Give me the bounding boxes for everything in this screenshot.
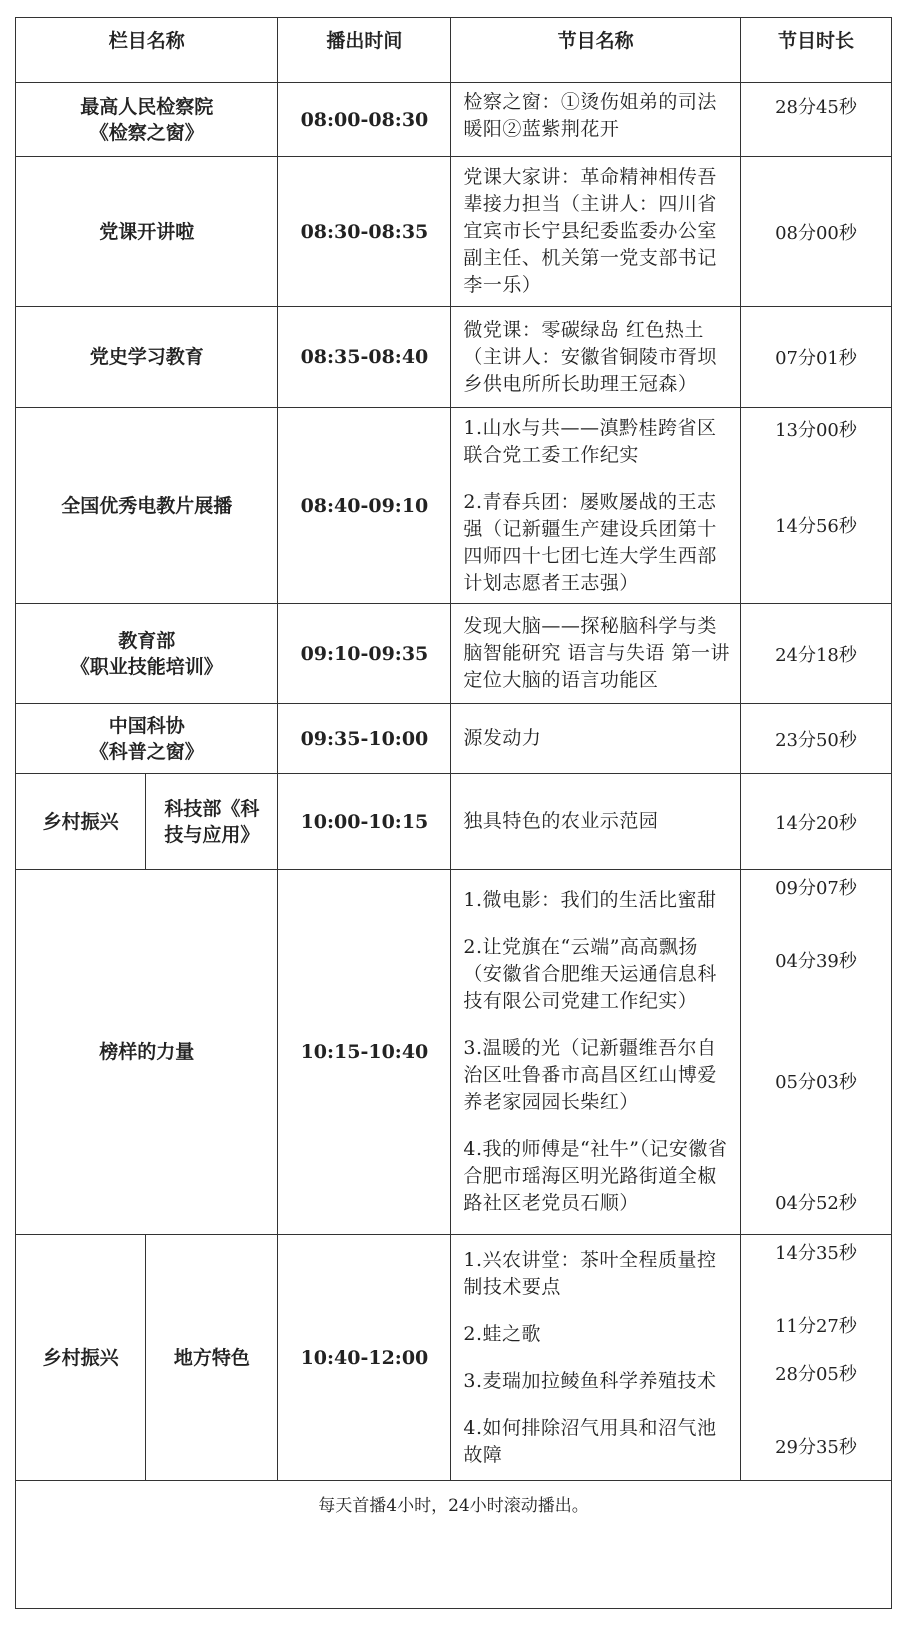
table-row <box>16 774 892 870</box>
table-row <box>16 870 892 1235</box>
header-duration: 节目时长 <box>740 18 891 83</box>
sub-column-cell: 地方特色 <box>146 1235 278 1481</box>
program-cell <box>451 774 741 870</box>
duration-value: 11分27秒 <box>775 1316 857 1337</box>
airtime-cell: 10:15-10:40 <box>278 870 451 1235</box>
duration-value: 28分05秒 <box>775 1364 857 1385</box>
program-cell <box>451 1235 741 1481</box>
column-name-cell: 乡村振兴 <box>16 774 146 870</box>
duration-value: 04分39秒 <box>775 951 857 972</box>
table-row <box>16 704 892 774</box>
program-item: 独具特色的农业示范园 <box>463 810 659 832</box>
program-schedule-table <box>15 17 892 1609</box>
duration-stack <box>741 870 891 1234</box>
program-item: 4.如何排除沼气用具和沼气池故障 <box>463 1416 717 1466</box>
column-name-cell: 全国优秀电教片展播 <box>16 408 278 604</box>
table-row <box>16 408 892 604</box>
column-name-cell: 榜样的力量 <box>16 870 278 1235</box>
table-row <box>16 604 892 704</box>
column-org: 最高人民检察院 <box>80 95 214 118</box>
footer-row <box>16 1481 892 1609</box>
column-org: 教育部 <box>118 629 176 652</box>
column-name-cell <box>16 83 278 157</box>
program-item: 2.青春兵团：屡败屡战的王志强（记新疆生产建设兵团第十四师四十七团七连大学生西部计划志愿者王志强） <box>463 490 717 594</box>
table-row <box>16 1235 892 1481</box>
column-title: 《科普之窗》 <box>89 740 204 763</box>
program-item: 2.让党旗在“云端”高高飘扬（安徽省合肥维天运通信息科技有限公司党建工作纪实） <box>463 936 717 1012</box>
airtime-cell: 08:30-08:35 <box>278 157 451 307</box>
duration-stack <box>741 408 891 603</box>
airtime-cell: 09:10-09:35 <box>278 604 451 704</box>
program-item: 3.温暖的光（记新疆维吾尔自治区吐鲁番市高昌区红山博爱养老家园园长柴红） <box>463 1037 717 1113</box>
program-item: 微党课：零碳绿岛 红色热土（主讲人：安徽省铜陵市胥坝乡供电所所长助理王冠森） <box>463 318 717 395</box>
program-cell <box>451 408 741 604</box>
duration-cell: 23分50秒 <box>740 704 891 774</box>
program-item: 源发动力 <box>463 727 542 749</box>
duration-value: 14分35秒 <box>775 1243 857 1264</box>
airtime-cell: 08:00-08:30 <box>278 83 451 157</box>
header-row <box>16 18 892 83</box>
column-title: 《检察之窗》 <box>89 121 204 144</box>
airtime-cell: 08:40-09:10 <box>278 408 451 604</box>
header-column-name: 栏目名称 <box>16 18 278 83</box>
duration-cell <box>740 408 891 604</box>
program-cell <box>451 870 741 1235</box>
duration-value: 09分07秒 <box>775 878 857 899</box>
table-row <box>16 157 892 307</box>
airtime-cell: 08:35-08:40 <box>278 307 451 408</box>
header-program-name: 节目名称 <box>451 18 741 83</box>
duration-value: 14分56秒 <box>775 516 857 537</box>
duration-cell: 08分00秒 <box>740 157 891 307</box>
program-cell <box>451 604 741 704</box>
program-item: 4.我的师傅是“社牛”（记安徽省合肥市瑶海区明光路街道全椒路社区老党员石顺） <box>463 1138 728 1214</box>
duration-cell: 07分01秒 <box>740 307 891 408</box>
column-title: 《职业技能培训》 <box>70 655 223 678</box>
airtime-cell: 09:35-10:00 <box>278 704 451 774</box>
program-item: 发现大脑——探秘脑科学与类脑智能研究 语言与失语 第一讲 定位大脑的语言功能区 <box>463 615 730 691</box>
program-item: 1.山水与共——滇黔桂跨省区联合党工委工作纪实 <box>463 416 717 466</box>
duration-value: 04分52秒 <box>775 1193 857 1214</box>
program-item: 3.麦瑞加拉鲮鱼科学养殖技术 <box>463 1369 717 1392</box>
column-org: 中国科协 <box>108 714 185 737</box>
column-name-cell: 乡村振兴 <box>16 1235 146 1481</box>
table-row <box>16 83 892 157</box>
duration-value: 13分00秒 <box>775 420 857 441</box>
airtime-cell: 10:00-10:15 <box>278 774 451 870</box>
duration-cell: 28分45秒 <box>740 83 891 157</box>
sub-column-cell: 科技部《科技与应用》 <box>146 774 278 870</box>
duration-cell: 14分20秒 <box>740 774 891 870</box>
duration-cell: 24分18秒 <box>740 604 891 704</box>
header-airtime: 播出时间 <box>278 18 451 83</box>
program-item: 1.微电影：我们的生活比蜜甜 <box>463 889 717 911</box>
duration-stack <box>741 1235 891 1480</box>
program-item: 检察之窗：①烫伤姐弟的司法暖阳②蓝紫荆花开 <box>463 91 717 140</box>
program-item: 2.蛙之歌 <box>463 1322 542 1345</box>
duration-value: 29分35秒 <box>775 1437 857 1458</box>
duration-cell <box>740 870 891 1235</box>
program-cell <box>451 157 741 307</box>
column-name-cell: 党课开讲啦 <box>16 157 278 307</box>
program-item: 1.兴农讲堂：茶叶全程质量控制技术要点 <box>463 1248 717 1298</box>
table-row <box>16 307 892 408</box>
column-name-cell <box>16 704 278 774</box>
duration-value: 05分03秒 <box>775 1072 857 1093</box>
program-item: 党课大家讲：革命精神相传吾辈接力担当（主讲人：四川省宜宾市长宁县纪委监委办公室副主任、机关第一党支部书记李一乐） <box>463 166 717 296</box>
duration-cell <box>740 1235 891 1481</box>
program-cell <box>451 83 741 157</box>
footer-note: 每天首播4小时，24小时滚动播出。 <box>16 1481 892 1609</box>
program-cell <box>451 307 741 408</box>
column-name-cell <box>16 604 278 704</box>
column-name-cell: 党史学习教育 <box>16 307 278 408</box>
airtime-cell: 10:40-12:00 <box>278 1235 451 1481</box>
program-cell <box>451 704 741 774</box>
